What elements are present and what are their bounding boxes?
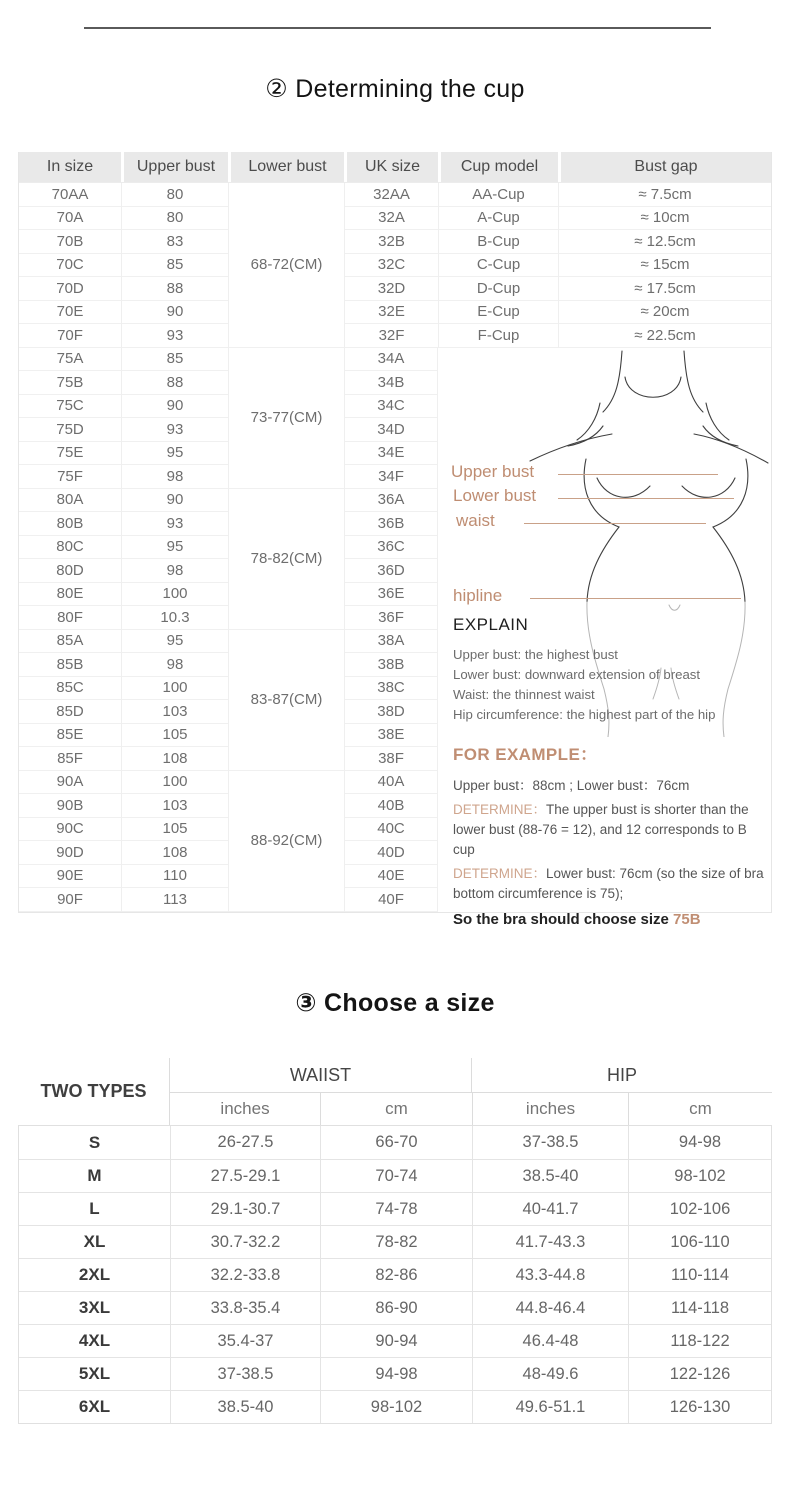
cell-size-label: 2XL (78, 1265, 111, 1284)
cell-in-size: 70D (19, 277, 121, 301)
cell-uk-size: 32C (345, 254, 438, 278)
size-table-unit-header-row (170, 1092, 772, 1125)
cell-uk-size: 40F (345, 888, 437, 912)
waist-label: waist (456, 510, 495, 530)
explain-line: Upper bust: the highest bust (453, 646, 618, 662)
cell-upper-bust: 113 (122, 888, 228, 912)
determine-cup-text: The upper bust is shorter than the lower bust (88-76 = 12), and 12 corresponds to B cup (453, 801, 749, 857)
size-row (19, 1258, 771, 1291)
hipline-label: hipline (453, 585, 503, 605)
cell-uk-size: 34E (345, 442, 437, 466)
col-in-size (19, 771, 121, 912)
cell-size-label: 6XL (78, 1397, 111, 1416)
cell-upper-bust: 88 (122, 277, 228, 301)
cell-size-label: 5XL (78, 1364, 111, 1383)
col-in-size (19, 630, 121, 771)
header-waist-cm: cm (320, 1093, 472, 1125)
cell-in-size: 85F (19, 747, 121, 771)
col-upper-bust (121, 183, 228, 348)
col-lower-bust (228, 630, 344, 771)
cell-in-size: 75E (19, 442, 121, 466)
cell-uk-size: 38C (345, 677, 437, 701)
cell-cup-model: A-Cup (439, 207, 558, 231)
cell-in-size: 80C (19, 536, 121, 560)
cell-lower-bust-merged: 83-87(CM) (229, 630, 344, 771)
cell-cup-model: C-Cup (439, 254, 558, 278)
cell-uk-size: 32B (345, 230, 438, 254)
col-lower-bust (228, 771, 344, 912)
cell-waist-cm: 82-86 (320, 1259, 472, 1291)
col-uk-size (344, 771, 438, 912)
cell-upper-bust: 90 (122, 395, 228, 419)
cup-table-header-row (19, 152, 771, 183)
cell-in-size: 75D (19, 418, 121, 442)
cell-waist-inches: 27.5-29.1 (170, 1160, 320, 1192)
size-row (19, 1291, 771, 1324)
cell-upper-bust: 103 (122, 700, 228, 724)
cell-hip-cm: 102-106 (628, 1193, 771, 1225)
cell-hip-cm: 106-110 (628, 1226, 771, 1258)
cell-lower-bust-merged: 68-72(CM) (229, 183, 344, 348)
lower-bust-pointer-line (558, 498, 734, 499)
cell-size-label: 3XL (78, 1298, 111, 1317)
cell-waist-inches: 33.8-35.4 (170, 1292, 320, 1324)
cell-uk-size: 32F (345, 324, 438, 348)
header-in-size: In size (19, 152, 121, 182)
cell-hip-inches: 44.8-46.4 (472, 1292, 628, 1324)
cell-uk-size: 36F (345, 606, 437, 630)
cell-hip-inches: 49.6-51.1 (472, 1391, 628, 1423)
header-uk-size: UK size (344, 152, 438, 182)
cell-waist-cm: 98-102 (320, 1391, 472, 1423)
cell-size-label: S (88, 1132, 101, 1152)
for-example-heading: FOR EXAMPLE： (453, 744, 598, 764)
size-row (19, 1126, 771, 1159)
header-upper-bust: Upper bust (121, 152, 228, 182)
cell-lower-bust-merged: 73-77(CM) (229, 348, 344, 489)
cell-upper-bust: 100 (122, 677, 228, 701)
cell-uk-size: 32D (345, 277, 438, 301)
explain-line: Waist: the thinnest waist (453, 686, 595, 702)
cell-upper-bust: 105 (122, 818, 228, 842)
cell-in-size: 75A (19, 348, 121, 372)
cell-upper-bust: 95 (122, 536, 228, 560)
cell-uk-size: 38E (345, 724, 437, 748)
cell-uk-size: 38D (345, 700, 437, 724)
cell-in-size: 70B (19, 230, 121, 254)
cell-waist-cm: 66-70 (320, 1126, 472, 1159)
col-in-size (19, 183, 121, 348)
cell-uk-size: 34D (345, 418, 437, 442)
cell-upper-bust: 93 (122, 324, 228, 348)
cell-uk-size: 38A (345, 630, 437, 654)
size-table-header-right (170, 1058, 772, 1125)
cell-upper-bust: 95 (122, 442, 228, 466)
cell-upper-bust: 98 (122, 653, 228, 677)
cell-upper-bust: 95 (122, 630, 228, 654)
header-hip-cm: cm (628, 1093, 772, 1125)
size-row (19, 1357, 771, 1390)
cell-bust-gap: ≈ 15cm (559, 254, 771, 278)
cell-uk-size: 34A (345, 348, 437, 372)
cell-lower-bust-merged: 78-82(CM) (229, 489, 344, 630)
cell-uk-size: 36D (345, 559, 437, 583)
cell-hip-inches: 40-41.7 (472, 1193, 628, 1225)
cell-upper-bust: 108 (122, 747, 228, 771)
col-bust-gap (558, 183, 771, 348)
explain-heading: EXPLAIN (453, 614, 529, 634)
cell-in-size: 75C (19, 395, 121, 419)
cell-size-label: 4XL (78, 1331, 111, 1350)
section-title-determining-cup: ② Determining the cup (265, 75, 525, 103)
upper-bust-pointer-line (558, 474, 718, 475)
determine-label: DETERMINE： (453, 801, 547, 817)
col-uk-size (344, 489, 438, 630)
cell-waist-inches: 38.5-40 (170, 1391, 320, 1423)
conclusion-line (453, 911, 771, 928)
cell-in-size: 70A (19, 207, 121, 231)
cell-uk-size: 34F (345, 465, 437, 489)
cell-hip-cm: 94-98 (628, 1126, 771, 1159)
cell-bust-gap: ≈ 12.5cm (559, 230, 771, 254)
cell-bust-gap: ≈ 17.5cm (559, 277, 771, 301)
cell-waist-inches: 32.2-33.8 (170, 1259, 320, 1291)
cell-upper-bust: 98 (122, 465, 228, 489)
cup-group-70 (19, 183, 771, 348)
size-row (19, 1324, 771, 1357)
cell-hip-inches: 37-38.5 (472, 1126, 628, 1159)
example-measurements: Upper bust：88cm ; Lower bust：76cm (453, 777, 690, 793)
cell-hip-inches: 46.4-48 (472, 1325, 628, 1357)
cell-uk-size: 40D (345, 841, 437, 865)
cell-in-size: 90F (19, 888, 121, 912)
top-divider (84, 27, 711, 29)
cell-in-size: 80F (19, 606, 121, 630)
determine-band-line (453, 864, 771, 904)
header-hip-inches: inches (472, 1093, 628, 1125)
size-table-body (18, 1125, 772, 1424)
cell-waist-cm: 74-78 (320, 1193, 472, 1225)
cell-in-size: 85B (19, 653, 121, 677)
cell-uk-size: 40B (345, 794, 437, 818)
cell-waist-cm: 94-98 (320, 1358, 472, 1390)
cell-waist-inches: 30.7-32.2 (170, 1226, 320, 1258)
cell-upper-bust: 85 (122, 348, 228, 372)
cell-upper-bust: 100 (122, 583, 228, 607)
cell-in-size: 80A (19, 489, 121, 513)
header-hip-group: HIP (606, 1064, 637, 1085)
cell-waist-cm: 78-82 (320, 1226, 472, 1258)
cell-in-size: 90B (19, 794, 121, 818)
header-cup-model: Cup model (438, 152, 558, 182)
cell-in-size: 80B (19, 512, 121, 536)
col-uk-size (344, 348, 438, 489)
col-in-size (19, 489, 121, 630)
explain-line: Hip circumference: the highest part of the hip (453, 706, 716, 722)
cell-size-label: M (87, 1166, 102, 1185)
cell-cup-model: E-Cup (439, 301, 558, 325)
cell-upper-bust: 85 (122, 254, 228, 278)
header-waist-group: WAIIST (170, 1058, 472, 1092)
cell-hip-cm: 126-130 (628, 1391, 771, 1423)
cell-uk-size: 34B (345, 371, 437, 395)
cell-in-size: 80E (19, 583, 121, 607)
cell-in-size: 85E (19, 724, 121, 748)
cell-waist-inches: 35.4-37 (170, 1325, 320, 1357)
col-cup-model (438, 183, 558, 348)
col-upper-bust (121, 348, 228, 489)
cell-in-size: 90D (19, 841, 121, 865)
cell-uk-size: 38B (345, 653, 437, 677)
cell-cup-model: B-Cup (439, 230, 558, 254)
col-upper-bust (121, 630, 228, 771)
cell-upper-bust: 93 (122, 512, 228, 536)
cell-bust-gap: ≈ 22.5cm (559, 324, 771, 348)
cell-hip-inches: 38.5-40 (472, 1160, 628, 1192)
cell-size-label: XL (83, 1232, 106, 1251)
header-waist-inches: inches (220, 1099, 270, 1118)
explain-block (453, 615, 771, 928)
cell-in-size: 85A (19, 630, 121, 654)
cell-waist-inches: 29.1-30.7 (170, 1193, 320, 1225)
explain-line: Lower bust: downward extension of breast (453, 666, 701, 682)
cell-hip-cm: 122-126 (628, 1358, 771, 1390)
cell-waist-cm: 90-94 (320, 1325, 472, 1357)
cell-upper-bust: 103 (122, 794, 228, 818)
size-table-group-header-row (170, 1058, 772, 1092)
size-table-header (18, 1058, 772, 1125)
determine-cup-line (453, 800, 771, 860)
cell-hip-inches: 41.7-43.3 (472, 1226, 628, 1258)
cell-bust-gap: ≈ 10cm (559, 207, 771, 231)
recommended-size: 75B (673, 910, 701, 928)
cell-upper-bust: 93 (122, 418, 228, 442)
cup-size-table (18, 152, 772, 928)
waist-hip-size-table (18, 1058, 772, 1424)
cell-upper-bust: 98 (122, 559, 228, 583)
hipline-pointer-line (530, 598, 741, 599)
cell-in-size: 90E (19, 865, 121, 889)
cell-upper-bust: 80 (122, 183, 228, 207)
cell-cup-model: D-Cup (439, 277, 558, 301)
cell-upper-bust: 100 (122, 771, 228, 795)
measurement-figure-panel (438, 347, 773, 928)
cell-in-size: 70F (19, 324, 121, 348)
cell-upper-bust: 90 (122, 301, 228, 325)
determine-band-text: Lower bust: 76cm (so the size of bra bottom circumference is 75); (453, 865, 764, 901)
cell-hip-inches: 43.3-44.8 (472, 1259, 628, 1291)
cell-upper-bust: 83 (122, 230, 228, 254)
cell-in-size: 80D (19, 559, 121, 583)
cell-in-size: 75B (19, 371, 121, 395)
cell-uk-size: 36C (345, 536, 437, 560)
size-row (19, 1159, 771, 1192)
col-in-size (19, 348, 121, 489)
cell-waist-inches: 26-27.5 (170, 1126, 320, 1159)
cell-hip-cm: 98-102 (628, 1160, 771, 1192)
cell-hip-inches: 48-49.6 (472, 1358, 628, 1390)
header-bust-gap: Bust gap (558, 152, 771, 182)
cell-hip-cm: 118-122 (628, 1325, 771, 1357)
cell-size-label: L (89, 1199, 100, 1218)
cell-cup-model: AA-Cup (439, 183, 558, 207)
cell-in-size: 90C (19, 818, 121, 842)
lower-bust-label: Lower bust (453, 485, 537, 505)
cell-uk-size: 40A (345, 771, 437, 795)
cell-upper-bust: 108 (122, 841, 228, 865)
col-lower-bust (228, 183, 344, 348)
header-two-types: TWO TYPES (18, 1058, 170, 1125)
size-row (19, 1192, 771, 1225)
conclusion-text: So the bra should choose size (453, 910, 674, 928)
cell-uk-size: 32E (345, 301, 438, 325)
col-upper-bust (121, 489, 228, 630)
cell-waist-cm: 86-90 (320, 1292, 472, 1324)
cell-in-size: 75F (19, 465, 121, 489)
cell-in-size: 85D (19, 700, 121, 724)
cell-in-size: 70AA (19, 183, 121, 207)
cell-uk-size: 38F (345, 747, 437, 771)
cell-upper-bust: 105 (122, 724, 228, 748)
cell-uk-size: 36E (345, 583, 437, 607)
size-row (19, 1225, 771, 1258)
cell-uk-size: 36A (345, 489, 437, 513)
section-title-choose-size: ③ Choose a size (295, 989, 495, 1017)
size-row (19, 1390, 771, 1423)
cell-in-size: 85C (19, 677, 121, 701)
determine-label: DETERMINE： (453, 865, 547, 881)
cell-hip-cm: 110-114 (628, 1259, 771, 1291)
cell-cup-model: F-Cup (439, 324, 558, 348)
col-upper-bust (121, 771, 228, 912)
cell-waist-inches: 37-38.5 (170, 1358, 320, 1390)
cell-upper-bust: 10.3 (122, 606, 228, 630)
cell-upper-bust: 90 (122, 489, 228, 513)
upper-bust-label: Upper bust (451, 461, 535, 481)
waist-pointer-line (524, 523, 706, 524)
cell-hip-cm: 114-118 (628, 1292, 771, 1324)
cell-in-size: 70E (19, 301, 121, 325)
cell-upper-bust: 80 (122, 207, 228, 231)
cell-upper-bust: 110 (122, 865, 228, 889)
cell-uk-size: 36B (345, 512, 437, 536)
cell-uk-size: 40C (345, 818, 437, 842)
cell-uk-size: 32AA (345, 183, 438, 207)
col-uk-size (344, 630, 438, 771)
cell-waist-cm: 70-74 (320, 1160, 472, 1192)
cell-upper-bust: 88 (122, 371, 228, 395)
cell-in-size: 90A (19, 771, 121, 795)
cell-in-size: 70C (19, 254, 121, 278)
cell-lower-bust-merged: 88-92(CM) (229, 771, 344, 912)
cell-bust-gap: ≈ 20cm (559, 301, 771, 325)
cell-uk-size: 40E (345, 865, 437, 889)
cell-bust-gap: ≈ 7.5cm (559, 183, 771, 207)
col-lower-bust (228, 489, 344, 630)
col-lower-bust (228, 348, 344, 489)
header-lower-bust: Lower bust (228, 152, 344, 182)
cell-uk-size: 34C (345, 395, 437, 419)
cell-uk-size: 32A (345, 207, 438, 231)
col-uk-size (344, 183, 438, 348)
